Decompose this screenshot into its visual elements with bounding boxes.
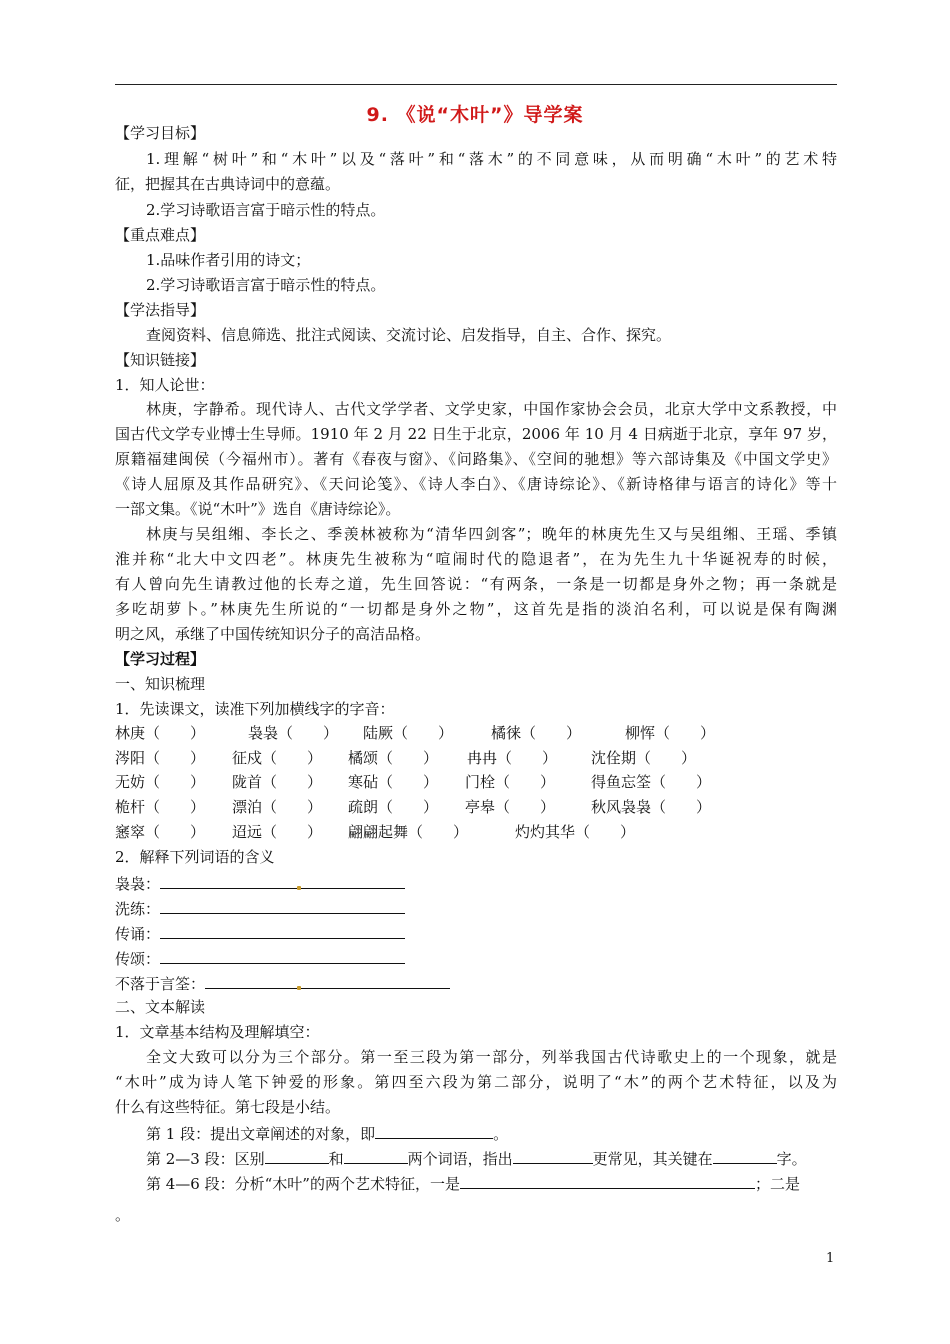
pinyin-item: 柳恽（ ） — [625, 724, 716, 742]
answer-blank[interactable] — [513, 1148, 593, 1164]
term-row — [115, 973, 837, 993]
answer-blank[interactable] — [160, 873, 405, 889]
bio-p1-line2: 国古代文学专业博士生导师。1910 年 2 月 22 日生于北京，2006 年 10 月 4 日病逝于北京，享年 97 岁， — [115, 425, 837, 443]
answer-blank[interactable] — [160, 948, 405, 964]
pinyin-item: 寒砧（ ） — [348, 773, 439, 791]
segment-text: 。 — [493, 1125, 509, 1143]
segment-2 — [146, 1148, 837, 1168]
structure-line1: 全文大致可以分为三个部分。第一至三段为第一部分，列举我国古代诗歌史上的一个现象，就是 — [146, 1048, 837, 1066]
bio-p1-line3: 原籍福建闽侯（今福州市）。著有《春夜与窗》、《问路集》、《空间的驰想》等六部诗集及《中国文学史》 — [115, 450, 837, 468]
page-number: 1 — [826, 1251, 835, 1266]
goals-item2: 2.学习诗歌语言富于暗示性的特点。 — [146, 201, 386, 219]
segment-text: 两个词语，指出 — [407, 1150, 513, 1168]
pinyin-item: 迢远（ ） — [232, 823, 323, 841]
pinyin-item: 门栓（ ） — [465, 773, 556, 791]
pinyin-item: 林庚（ ） — [115, 724, 206, 742]
pinyin-item: 疏朗（ ） — [348, 798, 439, 816]
goals-heading: 【学习目标】 — [115, 124, 206, 142]
answer-blank[interactable] — [265, 1148, 329, 1164]
pinyin-item: 漂泊（ ） — [232, 798, 323, 816]
segment-3-end: 。 — [115, 1206, 131, 1224]
goals-item1-line2: 征，把握其在古典诗词中的意蕴。 — [115, 175, 341, 193]
term-row — [115, 873, 837, 893]
segment-text: 第 1 段：提出文章阐述的对象，即 — [146, 1125, 376, 1143]
bio-p2-line4: 多吃胡萝卜。”林庚先生所说的“一切都是身外之物”，这首先是指的淡泊名利，可以说是保有陶渊 — [115, 600, 837, 618]
pinyin-item: 沈佺期（ ） — [591, 749, 697, 767]
pinyin-item: 无妨（ ） — [115, 773, 206, 791]
term-label: 洗练： — [115, 900, 161, 918]
pinyin-item: 冉冉（ ） — [467, 749, 558, 767]
answer-blank[interactable] — [160, 923, 405, 939]
term-row — [115, 948, 837, 968]
segment-3 — [146, 1173, 837, 1193]
marker-dot — [297, 986, 301, 990]
segment-text: 第 4—6 段：分析“木叶”的两个艺术特征，一是 — [146, 1175, 460, 1193]
bio-p1-line4: 《诗人屈原及其作品研究》、《天问论笺》、《诗人李白》、《唐诗综论》、《新诗格律与语言的诗化》等十 — [115, 475, 837, 493]
bio-p2-line5: 明之风，承继了中国传统知识分子的高洁品格。 — [115, 625, 431, 643]
answer-blank[interactable] — [205, 973, 450, 989]
pinyin-item: 涔阳（ ） — [115, 749, 206, 767]
pinyin-item: 橘徕（ ） — [491, 724, 582, 742]
term-row — [115, 923, 837, 943]
answer-blank[interactable] — [160, 898, 405, 914]
bio-p1-line1: 林庚，字静希。现代诗人、古代文学学者、文学史家，中国作家协会会员，北京大学中文系教授，中 — [146, 400, 837, 418]
marker-dot — [297, 886, 301, 890]
pinyin-item: 桅杆（ ） — [115, 798, 206, 816]
bio-p2-line2: 淮并称“北大中文四老”。林庚先生被称为“喧闹时代的隐退者”，在为先生九十华诞祝寿的时候， — [115, 550, 837, 568]
term-label: 袅袅： — [115, 875, 161, 893]
segment-1 — [146, 1123, 837, 1143]
difficulties-item1: 1.品味作者引用的诗文； — [146, 251, 311, 269]
structure-line3: 什么有这些特征。第七段是小结。 — [115, 1098, 341, 1116]
question-3: 1．文章基本结构及理解填空： — [115, 1023, 320, 1041]
bio-p2-line1: 林庚与吴组缃、李长之、季羡林被称为“清华四剑客”；晚年的林庚先生又与吴组缃、王瑶、季镇 — [146, 525, 837, 543]
part2-heading: 二、文本解读 — [115, 998, 206, 1016]
segment-text: 字。 — [776, 1150, 807, 1168]
answer-blank[interactable] — [713, 1148, 777, 1164]
part1-heading: 一、知识梳理 — [115, 675, 206, 693]
knowledge-sub1: 1．知人论世： — [115, 376, 215, 394]
segment-text: 和 — [328, 1150, 344, 1168]
bio-p1-line5: 一部文集。《说“木叶”》选自《唐诗综论》。 — [115, 500, 401, 518]
page-title: 9. 《说“木叶”》导学案 — [366, 104, 584, 126]
pinyin-item: 翩翩起舞（ ） — [348, 823, 469, 841]
term-label: 传颂： — [115, 950, 161, 968]
knowledge-heading: 【知识链接】 — [115, 351, 206, 369]
pinyin-item: 陆厥（ ） — [363, 724, 454, 742]
answer-blank[interactable] — [460, 1173, 755, 1189]
segment-text: ；二是 — [754, 1175, 800, 1193]
term-row — [115, 898, 837, 918]
segment-text: 第 2—3 段：区别 — [146, 1150, 265, 1168]
term-label: 不落于言筌： — [115, 975, 206, 993]
pinyin-item: 窸窣（ ） — [115, 823, 206, 841]
pinyin-item: 灼灼其华（ ） — [515, 823, 636, 841]
pinyin-item: 陇首（ ） — [232, 773, 323, 791]
pinyin-item: 征戍（ ） — [232, 749, 323, 767]
segment-text: 更常见，其关键在 — [592, 1150, 713, 1168]
term-label: 传诵： — [115, 925, 161, 943]
process-heading: 【学习过程】 — [115, 650, 206, 668]
pinyin-item: 得鱼忘筌（ ） — [591, 773, 712, 791]
difficulties-heading: 【重点难点】 — [115, 226, 206, 244]
answer-blank[interactable] — [344, 1148, 408, 1164]
pinyin-item: 袅袅（ ） — [248, 724, 339, 742]
answer-blank[interactable] — [375, 1123, 493, 1139]
question-1: 1．先读课文，读准下列加横线字的字音： — [115, 700, 395, 718]
pinyin-item: 亭皋（ ） — [465, 798, 556, 816]
methods-heading: 【学法指导】 — [115, 301, 206, 319]
methods-text: 查阅资料、信息筛选、批注式阅读、交流讨论、启发指导，自主、合作、探究。 — [146, 326, 672, 344]
difficulties-item2: 2.学习诗歌语言富于暗示性的特点。 — [146, 276, 386, 294]
structure-line2: “木叶”成为诗人笔下钟爱的形象。第四至六段为第二部分，说明了“木”的两个艺术特征，以及为 — [115, 1073, 837, 1091]
question-2: 2．解释下列词语的含义 — [115, 848, 275, 866]
header-rule — [115, 84, 837, 85]
goals-item1-line1: 1.理解“树叶”和“木叶”以及“落叶”和“落木”的不同意味，从而明确“木叶”的艺术特 — [146, 150, 837, 168]
pinyin-item: 秋风袅袅（ ） — [591, 798, 712, 816]
bio-p2-line3: 有人曾向先生请教过他的长寿之道，先生回答说：“有两条，一条是一切都是身外之物；再一条就是 — [115, 575, 837, 593]
pinyin-item: 橘颂（ ） — [348, 749, 439, 767]
